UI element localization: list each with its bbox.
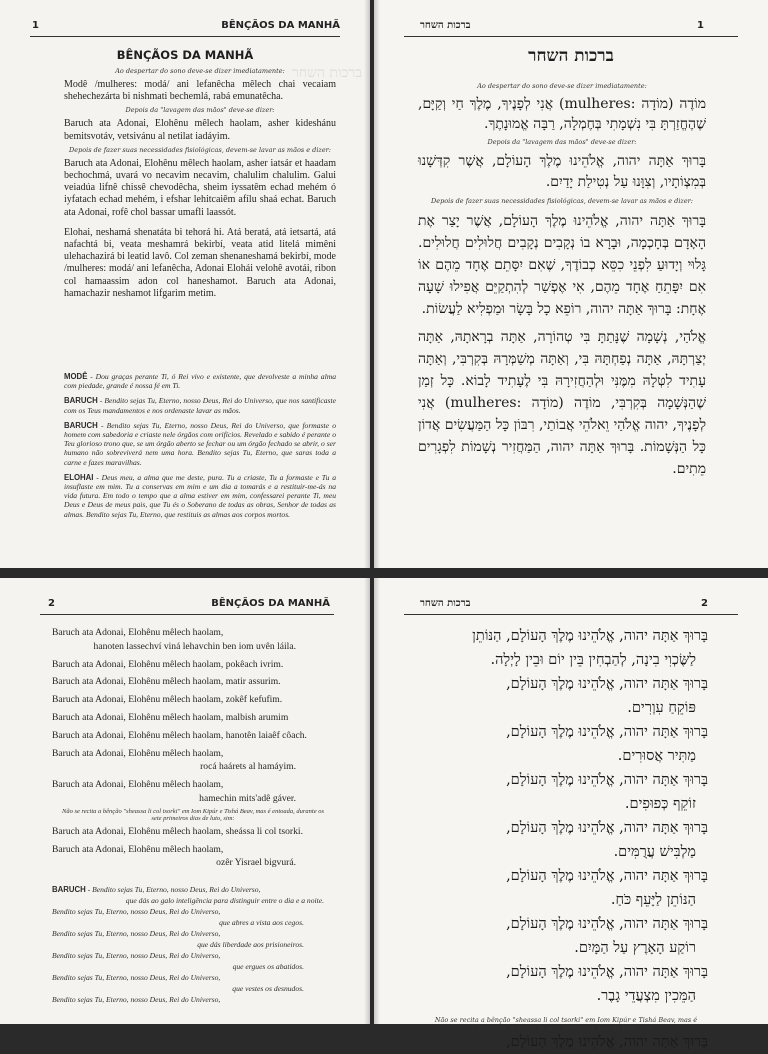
blessing-continuation: הַמֵּכִין מִצְעֲדֵי גָבֶר.	[596, 988, 696, 1004]
header-rule	[40, 614, 334, 615]
blessing-line: Baruch ata Adonai, Elohênu mêlech haolam, pokêach ivrim.	[52, 658, 284, 670]
translation-intro	[52, 884, 334, 895]
label: BARUCH	[64, 396, 98, 406]
header-title: ברכות השחר	[420, 20, 471, 31]
rubric: Depois de fazer suas necessidades fisiológicas, devem-se lavar as mãos e dizer:	[431, 197, 693, 205]
translation-line: Bendito sejas Tu, Eterno, nosso Deus, Rei do Universo,	[52, 907, 221, 917]
gutter-shadow	[374, 578, 380, 1024]
blessing-line: Baruch ata Adonai, Elohênu mêlech haolam,	[52, 747, 224, 759]
rubric: Não se recita a bênção "sheassa li col tsorki" em Iom Kipúr e Tishá Beav, mas é entoada, durante os sete primeiros dias de luto, sim:	[434, 1016, 698, 1032]
blessing-continuation: ozêr Yisrael bigvurá.	[216, 857, 296, 869]
gutter-shadow	[364, 0, 370, 568]
gutter-shadow	[374, 0, 380, 568]
header-rule	[30, 36, 340, 37]
translation-line: Bendito sejas Tu, Eterno, nosso Deus, Rei do Universo,	[52, 973, 221, 983]
page-number: 2	[48, 598, 55, 609]
blessing-line: בָּרוּךְ אַתָּה יהוה, אֱלֹהֵינוּ מֶלֶךְ הָעוֹלָם,	[506, 676, 708, 692]
label: BARUCH	[64, 420, 98, 430]
blessing-line: בָּרוּךְ אַתָּה יהוה, אֱלֹהֵינוּ מֶלֶךְ הָעוֹלָם,	[506, 820, 708, 836]
blessing-line: בָּרוּךְ אַתָּה יהוה, אֱלֹהֵינוּ מֶלֶךְ הָעוֹלָם,	[506, 964, 708, 980]
page-1-right	[374, 0, 768, 568]
blessing-line: Baruch ata Adonai, Elohênu mêlech haolam,	[52, 843, 224, 855]
translation-elohai	[64, 473, 336, 519]
rubric: Ao despertar do sono deve-se dizer imediatamente:	[477, 82, 647, 90]
page-number: 1	[697, 20, 704, 31]
blessing-continuation: rocá haárets al hamáyim.	[200, 761, 296, 773]
blessing-continuation: hamechin mits'adê gáver.	[199, 792, 296, 804]
translation-line: Bendito sejas Tu, Eterno, nosso Deus, Rei do Universo,	[52, 951, 221, 961]
translation-continuation: que dás ao galo inteligência para distinguir entre o dia e a noite.	[125, 896, 324, 906]
netilat-prayer: בָּרוּךְ אַתָּה יהוה, אֱלֹהֵינוּ מֶלֶךְ הָעוֹלָם, אֲשֶׁר קִדְּשָׁנוּ בְּמִצְוֹתָיו, וְצִוָּנוּ עַל נְטִילַת יָדַיִם.	[418, 153, 706, 190]
blessing-line: בָּרוּךְ אַתָּה יהוה, אֱלֹהֵינוּ מֶלֶךְ הָעוֹלָם,	[506, 916, 708, 932]
text: - Bendito sejas Tu, Eterno, nosso Deus, Rei do Universo,	[85, 885, 261, 895]
header-rule	[404, 36, 738, 37]
label: MODÊ	[64, 372, 88, 381]
hebrew-last-line	[414, 1030, 708, 1054]
blessing-line: בָּרוּךְ אַתָּה יהוה, אֱלֹהֵינוּ מֶלֶךְ הָעוֹלָם,	[506, 772, 708, 788]
page-number: 1	[32, 20, 39, 31]
modeh-prayer: מוֹדֶה (מוֹדָה :mulheres) אֲנִי לְפָנֶיךָ, מֶלֶךְ חַי וְקַיָּם, שֶׁהֶחֱזַרְתָּ בִּי נִשְׁמָתִי בְּחֶמְלָה, רַבָּה אֱמוּנָתֶךָ.	[418, 96, 706, 132]
text: - Bendito sejas Tu, Eterno, nosso Deus, Rei do Universo, que formaste o homem com sabedoria e criaste nele órgãos com orifícios. Revelado e sabido é perante o Teu glorioso trono que, se um órgão aberto se fechar ou um órgão fechado se abrir, o ser humano não sobreviverá nem uma hora. Bendito sejas Tu, Eterno, que saras toda a carne e fazes maravilhas.	[64, 420, 336, 467]
text: - Bendito sejas Tu, Eterno, nosso Deus, Rei do Universo, que nos santificaste com os Teus mandamentos e nos ordenaste lavar as mãos.	[64, 396, 336, 415]
label: BARUCH	[52, 885, 86, 895]
hebrew-block	[414, 624, 708, 1008]
blessing-line: Baruch ata Adonai, Elohênu mêlech haolam,	[52, 627, 224, 638]
blessing-continuation: פּוֹקֵחַ עִוְרִים.	[627, 700, 696, 716]
rubric: Depois de fazer suas necessidades fisiológicas, devem-se lavar as mãos e dizer:	[69, 145, 331, 154]
blessing-continuation: רוֹקַע הָאָרֶץ עַל הַמָּיִם.	[574, 940, 696, 956]
blessing-continuation: הַנּוֹתֵן לַיָּעֵף כֹּחַ.	[610, 892, 696, 908]
blessing-line: Baruch ata Adonai, Elohênu mêlech haolam, matir assurim.	[52, 676, 281, 688]
rubric: Depois da "lavagem das mãos" deve-se dizer:	[487, 138, 637, 146]
translation-continuation: que vestes os desnudos.	[232, 984, 304, 994]
page-2-right	[374, 578, 768, 1050]
page-1-left	[0, 0, 370, 568]
hebrew-block	[418, 82, 706, 480]
elohai-prayer: אֱלֹהַי, נְשָׁמָה שֶׁנָּתַתָּ בִּי טְהוֹרָה, אַתָּה בְרָאתָהּ, אַתָּה יְצַרְתָּהּ, אַתָּה נְפַחְתָּהּ בִּי, וְאַתָּה מְשַׁמְּרָהּ בְּקִרְבִּי, וְאַתָּה עָתִיד לִטְּלָהּ מִמֶּנִּי וּלְהַחֲזִירָהּ בִּי לֶעָתִיד לָבוֹא. כָּל זְמַן שֶׁהַנְּשָׁמָה בְּקִרְבִּי, מוֹדֶה (מוֹדָה :mulheres) אֲנִי לְפָנֶיךָ, יהוה אֱלֹהַי וֵאלֹהֵי אֲבוֹתַי, רִבּוֹן כָּל הַמַּעֲשִׂים אֲדוֹן כָּל הַנְּשָׁמוֹת. בָּרוּךְ אַתָּה יהוה, הַמַּחֲזִיר נְשָׁמוֹת לִפְגָרִים מֵתִים.	[418, 329, 706, 477]
translation-mode	[64, 372, 336, 390]
translation-baruch-2	[64, 421, 336, 467]
asher-iatsar-prayer: Baruch ata Adonai, Elohênu mêlech haolam, asher iatsár et haadam bechochmá, uvará vo necavim necavim, chalulim chalulim. Galui veiadúa lifnê chissê chevodêcha, sheim iyssatêm echad mehém ó iyfatach echad mehém, i efshar lehitcaiêm afílu shaá echat. Baruch ata Adonai, rofê chol bassar umafli laassót.	[64, 157, 336, 218]
blessing-continuation: לַשֶּׂכְוִי בִינָה, לְהַבְחִין בֵּין יוֹם וּבֵין לָיְלָה.	[490, 652, 696, 668]
blessing-continuation: hanoten lassechví viná lehavchin ben iom uvên láila.	[93, 640, 296, 652]
page-2-left	[0, 578, 370, 1024]
bleed-through-text: ברכות השחר	[291, 65, 362, 81]
rubric: Ao despertar do sono deve-se dizer imediatamente:	[115, 67, 285, 75]
page-number: 2	[701, 598, 708, 609]
translation-block	[52, 884, 334, 1005]
blessing-continuation: מַלְבִּישׁ עֲרֻמִּים.	[613, 844, 696, 860]
blessing-continuation: מַתִּיר אֲסוּרִים.	[617, 748, 696, 764]
blessing-line: Baruch ata Adonai, Elohênu mêlech haolam,	[52, 779, 224, 791]
blessing-line: Baruch ata Adonai, Elohênu mêlech haolam, sheássa li col tsorki.	[52, 825, 303, 837]
header-rule	[404, 614, 738, 615]
translation-line: Bendito sejas Tu, Eterno, nosso Deus, Rei do Universo,	[52, 929, 221, 939]
blessing-line: בָּרוּךְ אַתָּה יהוה, אֱלֹהֵינוּ מֶלֶךְ הָעוֹלָם,	[506, 724, 708, 740]
elohai-prayer: Elohai, neshamá shenatáta bi tehorá hi. Atá beratá, atá ietsartá, atá nafachtá bi, veata meshamrá bekirbí, veata atid litelá mimêni ulehachazirá bi leatid lavô. Col zeman shenaneshamá bekirbí, mode /mulheres: modá/ ani lefanêcha, Adonai Elohái velohê avotái, ribon col hamaassim adon col haneshamot. Baruch ata Adonai, hamachazir neshamot lifgarim metim.	[64, 226, 336, 299]
rubric: Não se recita a bênção "sheassa li col tsorki" em Iom Kipúr e Tishá Beav, mas é entoada, durante os sete primeiros dias de luto, sim:	[62, 807, 324, 822]
header-title: ברכות השחר	[420, 598, 471, 609]
page-title: ברכות השחר	[528, 46, 614, 66]
translation-line: Bendito sejas Tu, Eterno, nosso Deus, Rei do Universo,	[52, 995, 221, 1005]
gutter-shadow	[364, 578, 370, 1024]
mode-prayer: Modê /mulheres: modá/ ani lefanêcha mêlech chai vecaiam shehechezárta bi nishmati bechemlá, rabá emunatêcha.	[64, 79, 336, 103]
blessing-line: Baruch ata Adonai, Elohênu mêlech haolam, zokêf kefufim.	[52, 694, 283, 706]
rubric: Depois da "lavagem das mãos" deve-se dizer:	[125, 106, 275, 115]
transliteration-block	[52, 626, 334, 1005]
page-title: BÊNÇÃOS DA MANHÃ	[116, 48, 254, 62]
translation-block	[64, 372, 336, 519]
blessing-line: Baruch ata Adonai, Elohênu mêlech haolam, malbish arumim	[52, 711, 289, 723]
blessing-line: Baruch ata Adonai, Elohênu mêlech haolam, hanotên laiaêf côach.	[52, 729, 307, 741]
blessing-line: בָּרוּךְ אַתָּה יהוה, אֱלֹהֵינוּ מֶלֶךְ הָעוֹלָם,	[506, 868, 708, 884]
blessing-line: בָּרוּךְ אַתָּה יהוה, אֱלֹהֵינוּ מֶלֶךְ הָעוֹלָם, הַנּוֹתֵן	[472, 628, 708, 644]
translation-baruch-1	[64, 396, 336, 414]
netilat-prayer: Baruch ata Adonai, Elohênu mêlech haolam, asher kideshánu bemitsvotáv, vetsivánu al netilat iadáyim.	[64, 118, 336, 142]
translation-continuation: que abres a vista aos cegos.	[219, 918, 304, 928]
text: - Dou graças perante Ti, ó Rei vivo e existente, que devolveste a minha alma com piedade, grande é nossa fé em Ti.	[64, 372, 336, 391]
translation-continuation: que ergues os abatidos.	[232, 962, 304, 972]
header-title: BÊNÇÃOS DA MANHÃ	[211, 598, 330, 609]
translation-continuation: que dás liberdade aos prisioneiros.	[197, 940, 304, 950]
blessing-line: בָּרוּךְ אַתָּה יהוה, אֱלֹהֵינוּ מֶלֶךְ הָעוֹלָם,	[506, 1034, 708, 1050]
transliteration-block	[64, 67, 336, 300]
text: - Deus meu, a alma que me deste, pura. Tu a criaste, Tu a formaste e Tu a insuflaste em mim. Tu a conservas em mim e um dia a tomarás e a restituir-me-ás na vida futura. Em todo o tempo que a alma estiver em mim, confessarei perante Ti, meu Deus e Deus de meus pais, que Tu és o Soberano de todas as obras, Senhor de todas as almas. Bendito sejas Tu, Eterno, que restituis as almas aos corpos mortos.	[64, 472, 336, 519]
blessing-continuation: זוֹקֵף כְּפוּפִים.	[624, 796, 696, 812]
label: ELOHAI	[64, 472, 94, 482]
asher-yatzar-prayer: בָּרוּךְ אַתָּה יהוה, אֱלֹהֵינוּ מֶלֶךְ הָעוֹלָם, אֲשֶׁר יָצַר אֶת הָאָדָם בְּחָכְמָה, וּבָרָא בוֹ נְקָבִים נְקָבִים חֲלוּלִים חֲלוּלִים. גָּלוּי וְיָדוּעַ לִפְנֵי כִסֵּא כְבוֹדֶךָ, שֶׁאִם יִסָּתֵם אֶחָד מֵהֶם אוֹ אִם יִפָּתֵחַ אֶחָד מֵהֶם, אִי אֶפְשַׁר לְהִתְקַיֵּם אֲפִילוּ שָׁעָה אֶחָת: בָּרוּךְ אַתָּה יהוה, רוֹפֵא כָל בָּשָׂר וּמַפְלִיא לַעֲשׂוֹת.	[418, 213, 706, 317]
header-title: BÊNÇÃOS DA MANHÃ	[221, 20, 340, 31]
